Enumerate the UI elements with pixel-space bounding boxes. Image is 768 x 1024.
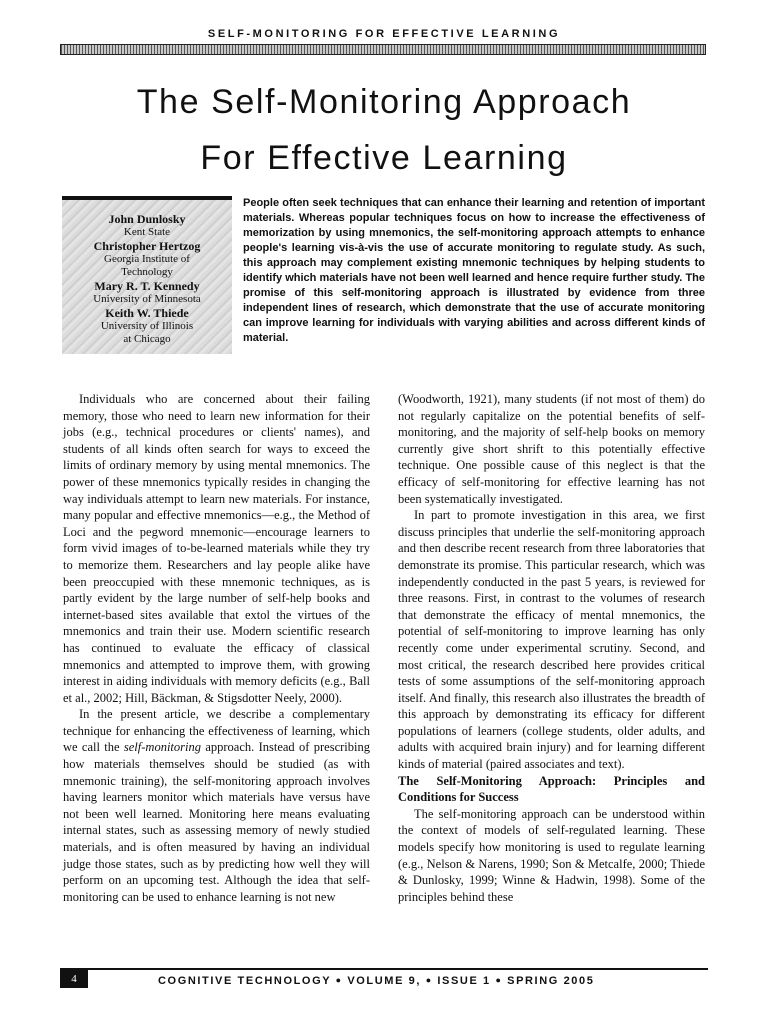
- author-name: John Dunlosky: [108, 212, 186, 226]
- season: SPRING 2005: [507, 975, 595, 987]
- journal-footer: [158, 975, 594, 987]
- author-box: [62, 196, 232, 354]
- author-institution: Kent State: [123, 226, 171, 238]
- header-rule: [60, 44, 706, 55]
- running-head: SELF-MONITORING FOR EFFECTIVE LEARNING: [207, 28, 561, 40]
- article-title: [0, 74, 768, 186]
- body-paragraph: In the present article, we describe a complementary technique for enhancing the effectiveness of learning, which we call the self-monitoring approach. Instead of prescribing how materials themselves should be studied (as with mnemonic training), the self-monitoring approach involves having learners monitor which materials have versus have not been well learned. Monitoring here means evaluating internal states, such as assessing memory of newly studied materials, and is often measured by having an individual judge those states, such as by predicting how well they will perform on an upcoming test. Although the idea that self-monitoring can be used to enhance learning is not new: [63, 707, 370, 904]
- body-paragraph: The self-monitoring approach can be understood within the context of models of self-regulated learning. These models specify how monitoring is used to regulate learning (e.g., Nelson & Narens, 1990; Son & Metcalfe, 2000; Thiede & Dunlosky, 1999; Winne & Hadwin, 1998). Some of the principles behind these: [398, 806, 705, 904]
- body-paragraph: Individuals who are concerned about their failing memory, those who need to learn new information for their jobs (e.g., technical procedures or clients' names), and students of all kinds often search for ways to exceed the limits of ordinary memory by using mental mnemonics. The power of these mnemonics typically resides in changing the way individuals attempt to learn new materials. For instance, many popular and effective mnemonics—e.g., the Method of Loci and the pegword mnemonic—encourage learners to form vivid images of to-be-learned materials while they try to memorize them. Researchers and lay people alike have been preoccupied with these mnemonic techniques, as is partly evident by the large number of self-help books and internet-based sites available that extol the virtues of the mnemonics and train their use. Modern scientific research has continued to evaluate the efficacy of classical mnemonics and attempted to improve them, with growing interest in aiding individuals with memory deficits (e.g., Ball et al., 2002; Hill, Bäckman, & Stigsdotter Neely, 2000).: [63, 392, 370, 705]
- author-institution: University of Illinois: [100, 320, 194, 332]
- author-institution: Technology: [121, 266, 173, 278]
- emphasized-term: self-monitoring: [123, 740, 201, 755]
- bullet-separator: ●: [425, 975, 433, 985]
- journal-name: COGNITIVE TECHNOLOGY: [158, 975, 331, 987]
- issue: ISSUE 1: [437, 975, 491, 987]
- author-institution: at Chicago: [123, 333, 171, 345]
- author-name: Keith W. Thiede: [105, 306, 189, 320]
- volume: VOLUME 9,: [347, 975, 422, 987]
- page-number: 4: [60, 970, 88, 988]
- abstract: People often seek techniques that can enhance their learning and retention of important materials. Whereas popular techniques focus on how to increase the effectiveness of memorization by using mnemonics, the self-monitoring approach attempts to enhance people's learning vis-à-vis the use of accurate monitoring to regulate study. As such, this approach may complement existing mnemonic techniques by helping students to identify which materials have not been well learned and hence require further study. The promise of this self-monitoring approach is illustrated by evidence from three independent lines of research, which demonstrate that the use of accurate monitoring can improve learning for individuals with varying abilities and across different kinds of material.: [243, 197, 705, 344]
- body-column-left: [63, 391, 370, 905]
- footer-rule: [60, 968, 708, 970]
- author-name: Christopher Hertzog: [93, 239, 201, 253]
- body-column-right: [398, 391, 705, 905]
- bullet-separator: ●: [335, 975, 343, 985]
- section-heading: The Self-Monitoring Approach: Principles and Conditions for Success: [398, 773, 705, 805]
- body-paragraph: In part to promote investigation in this area, we first discuss principles that underlie the self-monitoring approach and then describe recent research from three laboratories that demonstrate its promise. This particular research, which was independently conducted in the past 5 years, is reviewed for three reasons. First, in contrast to the volumes of research that demonstrate the efficacy of mental mnemonics, the potential of self-monitoring to improve learning has only recently come under experimental scrutiny. Second, and most critical, the research described here provides critical tests of some assumptions of the self-monitoring approach itself. And finally, this research also illustrates the breadth of this approach by demonstrating its efficacy for different populations of learners (college students, older adults, and adults with acquired brain injury) and for learning different kinds of material (paired associates and text).: [398, 508, 705, 772]
- author-institution: University of Minnesota: [93, 293, 201, 305]
- author-name: Mary R. T. Kennedy: [94, 279, 200, 293]
- body-paragraph: (Woodworth, 1921), many students (if not most of them) do not regularly capitalize on the potential benefits of self-monitoring, and the majority of self-help books on memory currently give short shrift to this potentially effective technique. One possible cause of this neglect is that the efficacy of self-monitoring for effective learning has not been systematically investigated.: [398, 392, 705, 506]
- title-line-2: For Effective Learning: [200, 139, 568, 177]
- author-institution: Georgia Institute of: [104, 253, 190, 265]
- bullet-separator: ●: [495, 975, 503, 985]
- title-line-1: The Self-Monitoring Approach: [136, 83, 632, 121]
